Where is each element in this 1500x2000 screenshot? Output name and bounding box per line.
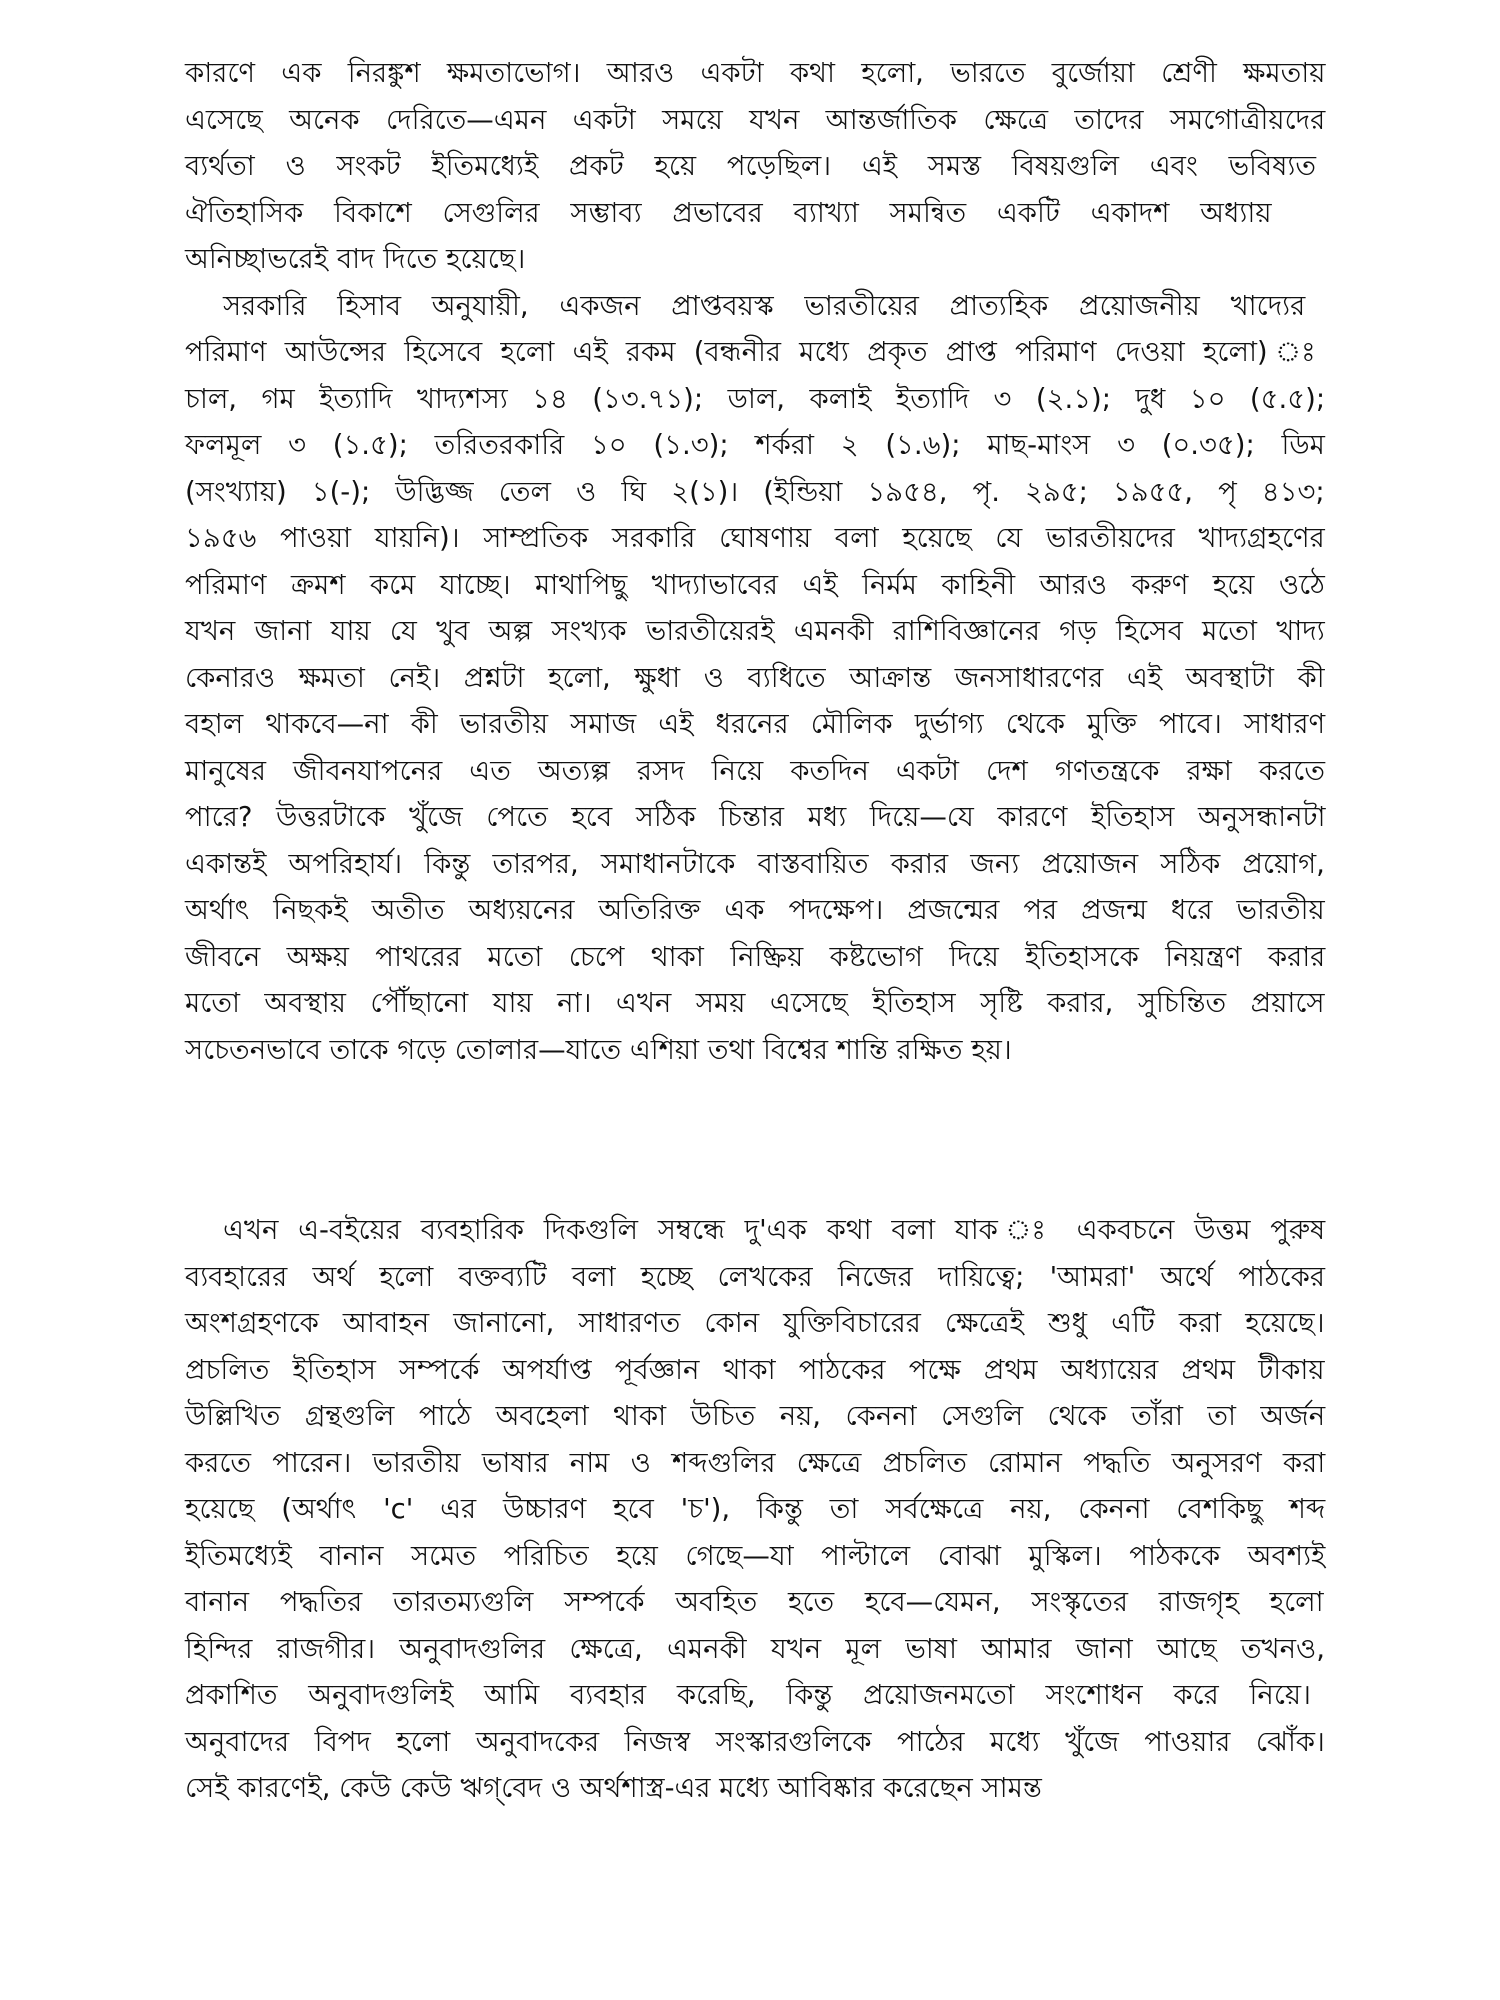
- text-line: পরিমাণ আউন্সের হিসেবে হলো এই রকম (বন্ধনীর মধ্যে প্রকৃত প্রাপ্ত পরিমাণ দেওয়া হলো) ঃ: [185, 336, 1326, 368]
- text-line-paragraph-start: এখন এ-বইয়ের ব্যবহারিক দিকগুলি সম্বন্ধে দু'এক কথা বলা যাক ঃ একবচনে উত্তম পুরুষ: [223, 1214, 1326, 1246]
- text-line: (সংখ্যায়) ১(-); উদ্ভিজ্জ তেল ও ঘি ২(১)। (ইন্ডিয়া ১৯৫৪, পৃ. ২৯৫; ১৯৫৫, পৃ ৪১৩;: [185, 475, 1325, 508]
- text-line: জীবনে অক্ষয় পাথরের মতো চেপে থাকা নিষ্ক্রিয় কষ্টভোগ দিয়ে ইতিহাসকে নিয়ন্ত্রণ করার: [185, 940, 1326, 973]
- text-line: ইতিমধ্যেই বানান সমেত পরিচিত হয়ে গেছে—যা পাল্টালে বোঝা মুস্কিল। পাঠককে অবশ্যই: [185, 1539, 1326, 1572]
- text-line: সচেতনভাবে তাকে গড়ে তোলার—যাতে এশিয়া তথা বিশ্বের শান্তি রক্ষিত হয়।: [185, 1033, 1012, 1066]
- text-line: প্রকাশিত অনুবাদগুলিই আমি ব্যবহার করেছি, কিন্তু প্রয়োজনমতো সংশোধন করে নিয়ে।: [185, 1679, 1311, 1711]
- text-line: এসেছে অনেক দেরিতে—এমন একটা সময়ে যখন আন্তর্জাতিক ক্ষেত্রে তাদের সমগোত্রীয়দের: [185, 103, 1326, 136]
- text-line: চাল, গম ইত্যাদি খাদ্যশস্য ১৪ (১৩.৭১); ডাল, কলাই ইত্যাদি ৩ (২.১); দুধ ১০ (৫.৫);: [185, 382, 1326, 415]
- text-line: ব্যবহারের অর্থ হলো বক্তব্যটি বলা হচ্ছে লেখকের নিজের দায়িত্বে; 'আমরা' অর্থে পাঠকের: [185, 1260, 1326, 1293]
- text-line-paragraph-start: সরকারি হিসাব অনুযায়ী, একজন প্রাপ্তবয়স্ক ভারতীয়ের প্রাত্যহিক প্রয়োজনীয় খাদ্যের: [223, 289, 1306, 322]
- text-line: কারণে এক নিরঙ্কুশ ক্ষমতাভোগ। আরও একটা কথা হলো, ভারতে বুর্জোয়া শ্রেণী ক্ষমতায়: [185, 57, 1326, 89]
- text-line: হিন্দির রাজগীর। অনুবাদগুলির ক্ষেত্রে, এমনকী যখন মূল ভাষা আমার জানা আছে তখনও,: [185, 1632, 1325, 1665]
- text-line: অর্থাৎ নিছকই অতীত অধ্যয়নের অতিরিক্ত এক পদক্ষেপ। প্রজন্মের পর প্রজন্ম ধরে ভারতীয়: [185, 894, 1325, 926]
- text-line: পরিমাণ ক্রমশ কমে যাচ্ছে। মাথাপিছু খাদ্যাভাবের এই নির্মম কাহিনী আরও করুণ হয়ে ওঠে: [185, 568, 1325, 601]
- text-line: করতে পারেন। ভারতীয় ভাষার নাম ও শব্দগুলির ক্ষেত্রে প্রচলিত রোমান পদ্ধতি অনুসরণ করা: [185, 1446, 1326, 1479]
- text-line: বহাল থাকবে—না কী ভারতীয় সমাজ এই ধরনের মৌলিক দুর্ভাগ্য থেকে মুক্তি পাবে। সাধারণ: [185, 708, 1326, 740]
- text-line: পারে? উত্তরটাকে খুঁজে পেতে হবে সঠিক চিন্তার মধ্য দিয়ে—যে কারণে ইতিহাস অনুসন্ধানটা: [185, 801, 1326, 833]
- text-line: সেই কারণেই, কেউ কেউ ঋগ্‌বেদ ও অর্থশাস্ত্র-এর মধ্যে আবিষ্কার করেছেন সামন্ত: [185, 1772, 1042, 1804]
- text-line: একান্তই অপরিহার্য। কিন্তু তারপর, সমাধানটাকে বাস্তবায়িত করার জন্য প্রয়োজন সঠিক প্রয়োগ,: [185, 847, 1325, 880]
- text-line: ব্যর্থতা ও সংকট ইতিমধ্যেই প্রকট হয়ে পড়েছিল। এই সমস্ত বিষয়গুলি এবং ভবিষ্যত: [185, 150, 1317, 182]
- text-line: ফলমূল ৩ (১.৫); তরিতরকারি ১০ (১.৩); শর্করা ২ (১.৬); মাছ-মাংস ৩ (০.৩৫); ডিম: [185, 429, 1325, 461]
- text-line: মতো অবস্থায় পৌঁছানো যায় না। এখন সময় এসেছে ইতিহাস সৃষ্টি করার, সুচিন্তিত প্রয়াসে: [185, 987, 1325, 1019]
- paragraph-group-top: [185, 50, 1325, 1073]
- text-line: মানুষের জীবনযাপনের এত অত্যল্প রসদ নিয়ে কতদিন একটা দেশ গণতন্ত্রকে রক্ষা করতে: [185, 754, 1325, 787]
- text-line: বানান পদ্ধতির তারতম্যগুলি সম্পর্কে অবহিত হতে হবে—যেমন, সংস্কৃতের রাজগৃহ হলো: [185, 1586, 1324, 1618]
- text-line: অনিচ্ছাভরেই বাদ দিতে হয়েছে।: [185, 243, 526, 275]
- text-line: কেনারও ক্ষমতা নেই। প্রশ্নটা হলো, ক্ষুধা ও ব্যধিতে আক্রান্ত জনসাধারণের এই অবস্থাটা কী: [185, 661, 1325, 694]
- text-line: অনুবাদের বিপদ হলো অনুবাদকের নিজস্ব সংস্কারগুলিকে পাঠের মধ্যে খুঁজে পাওয়ার ঝোঁক।: [185, 1725, 1325, 1758]
- text-line: অংশগ্রহণকে আবাহন জানানো, সাধারণত কোন যুক্তিবিচারের ক্ষেত্রেই শুধু এটি করা হয়েছে।: [185, 1307, 1325, 1339]
- text-line: যখন জানা যায় যে খুব অল্প সংখ্যক ভারতীয়েরই এমনকী রাশিবিজ্ঞানের গড় হিসেব মতো খাদ্য: [185, 615, 1325, 647]
- text-line: ঐতিহাসিক বিকাশে সেগুলির সম্ভাব্য প্রভাবের ব্যাখ্যা সমন্বিত একটি একাদশ অধ্যায়: [185, 196, 1272, 229]
- text-line: প্রচলিত ইতিহাস সম্পর্কে অপর্যাপ্ত পূর্বজ্ঞান থাকা পাঠকের পক্ষে প্রথম অধ্যায়ের প্রথম টীকায়: [185, 1353, 1325, 1386]
- text-line: হয়েছে (অর্থাৎ 'c' এর উচ্চারণ হবে 'চ'), কিন্তু তা সর্বক্ষেত্রে নয়, কেননা বেশকিছু শব্দ: [185, 1493, 1326, 1525]
- paragraph-group-bottom: [185, 1207, 1325, 1812]
- text-line: উল্লিখিত গ্রন্থগুলি পাঠে অবহেলা থাকা উচিত নয়, কেননা সেগুলি থেকে তাঁরা তা অর্জন: [185, 1400, 1326, 1432]
- text-line: ১৯৫৬ পাওয়া যায়নি)। সাম্প্রতিক সরকারি ঘোষণায় বলা হয়েছে যে ভারতীয়দের খাদ্যগ্রহণের: [185, 522, 1325, 554]
